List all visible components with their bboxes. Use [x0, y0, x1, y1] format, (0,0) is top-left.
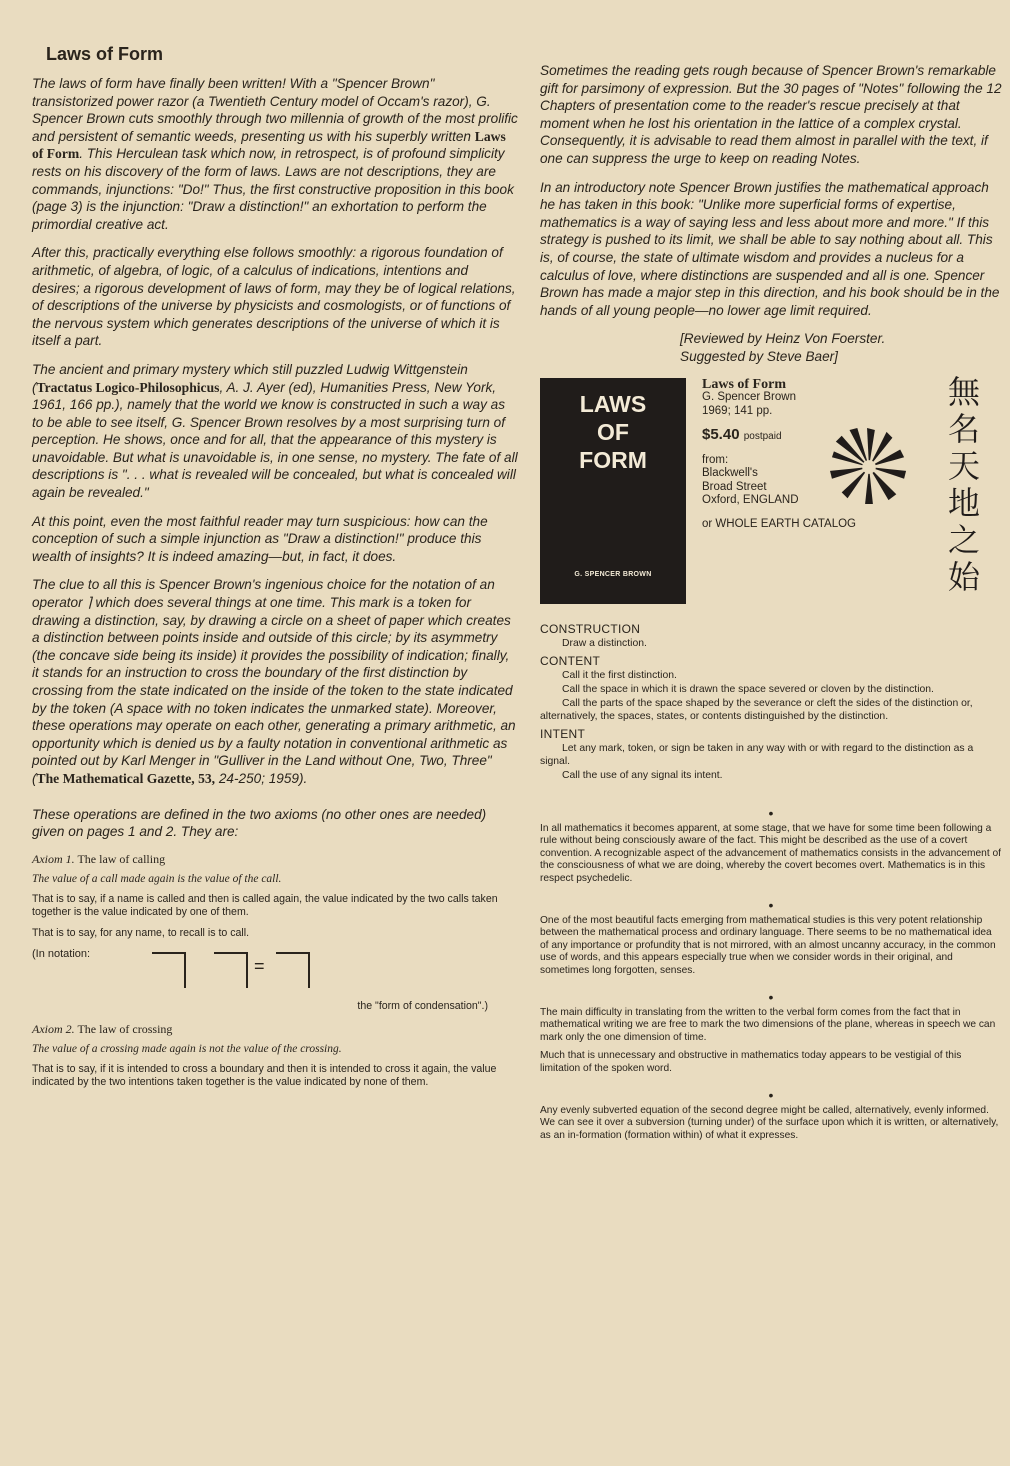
reviewer-line: [Reviewed by Heinz Von Foerster. [680, 331, 886, 347]
axiom-name: The law of calling [77, 851, 166, 866]
book-cover-image [540, 378, 686, 604]
review-paragraph-5 [32, 576, 518, 787]
text-span: 24-250; 1959). [215, 770, 308, 786]
review-paragraph-3 [32, 361, 518, 502]
axiom-2-explanation: That is to say, if it is intended to cross a boundary and then it is intended to cross it again, the value indicated by the two intentions taken together is the value indicated by none of them. [32, 1062, 497, 1088]
axiom-name: The law of crossing [77, 1021, 173, 1036]
axiom-number: Axiom 2. [32, 1021, 75, 1036]
quote-paragraph: In all mathematics it becomes apparent, at some stage, that we have for some time been following a rule without being consciously aware of the fact. This might be described as the use of a covert convention. A recognizable aspect of the advancement of mathematics consists in the advancement of the consciousness of what we are doing, whereby the covert becomes overt. Mathematics is in this respect psychedelic. [540, 822, 1001, 884]
content-text: Call the space in which it is drawn the space severed or cloven by the distinction. [562, 684, 934, 696]
address-line: Broad Street [702, 480, 767, 493]
address-line: Blackwell's [702, 467, 758, 479]
book-listing [540, 372, 1002, 618]
text-span: The clue to all this is Spencer Brown's ingenious choice for the notation of an operator ⌉ which does several things at one time. This mark is a token for drawing a distinction, say, by drawing a circle on a sheet of paper which creates a distinction between points inside and outside of this circle; by its asymmetry (the concave side being its inside) it provides the possibility of indication; finally, it stands for an instruction to cross the boundary of the first distinction by crossing from the state indicated on the inside of the token to the state indicated by the token (A space with no token indicates the unmarked state). Moreover, these operations may operate on each other, generating a primary arithmetic, an opportunity which is denied us by a faulty notation in conventional arithmetic as pointed out by Karl Menger in "Gulliver in the Land without One, Two, Three" ( [32, 577, 516, 786]
text-span: The ancient and primary mystery which still puzzled Ludwig Wittgenstein ( [32, 361, 468, 395]
construction-heading: CONSTRUCTION [540, 621, 641, 636]
axiom-1-explanation: That is to say, if a name is called and then is called again, the value indicated by the two calls taken together is the value indicated by one of them. [32, 892, 498, 918]
sunburst-emblem-icon [830, 428, 908, 506]
quote-paragraph: Much that is unnecessary and obstructive in mathematics today appears to be vestigial of this limitation of the spoken word. [540, 1050, 962, 1074]
kanji-char: 天 [947, 446, 980, 485]
kanji-column [942, 374, 986, 596]
intent-heading: INTENT [540, 727, 586, 742]
reviewer-line: Suggested by Steve Baer] [680, 348, 838, 364]
review-paragraph-1 [32, 75, 518, 233]
axiom-1-rule: The value of a call made again is the value of the call. [32, 872, 282, 885]
intent-text: Let any mark, token, or sign be taken in any way with or with regard to the distinction as a signal. [540, 743, 974, 768]
cross-mark-symbol [276, 952, 310, 988]
cross-mark-symbol [214, 952, 248, 988]
price-value: $5.40 [702, 426, 740, 443]
left-column [32, 44, 518, 1097]
quote-paragraph: One of the most beautiful facts emerging from mathematical studies is this very potent relationship between the mathematical process and ordinary language. There seems to be no mathematical idea of any importance or profundity that is not mirrored, with an almost uncanny accuracy, in the common use of words, and this appears especially true when we consider words in their original, and sometimes long forgotten, senses. [540, 914, 996, 976]
price-note: postpaid [743, 431, 782, 442]
kanji-char: 之 [947, 520, 980, 559]
axiom-2-rule: The value of a crossing made again is not the value of the crossing. [32, 1042, 342, 1055]
kanji-char: 名 [947, 409, 980, 448]
review-paragraph-2: After this, practically everything else follows smoothly: a rigorous foundation of arithmetic, of algebra, of logic, of a calculus of indications, intentions and desires; a rigorous development of laws of form, may they be of logical relations, of descriptions of the universe by physicists and cosmologists, or of functions of the nervous system which generates descriptions of the universe of which it is itself a part. [32, 245, 516, 349]
content-heading: CONTENT [540, 654, 601, 669]
notation-diagram [32, 948, 518, 1000]
journal-title-inline: The Mathematical Gazette, 53, [36, 770, 216, 786]
from-label: from: [702, 453, 729, 466]
bullet-separator: • [768, 1086, 774, 1103]
book-title: Laws of Form [702, 376, 786, 392]
bullet-separator: • [768, 988, 774, 1005]
bullet-separator: • [768, 896, 774, 913]
bullet-separator: • [768, 804, 774, 821]
cover-title-line: LAWS [579, 390, 647, 417]
review-paragraph-7: Sometimes the reading gets rough because of Spencer Brown's remarkable gift for parsimony of expression. But the 30 pages of "Notes" following the 12 Chapters of presentation come to the reader's rescue precisely at that moment when he lost his orientation in the lattice of a complex crystal. Consequently, it is advisable to read them almost in parallel with the text, if one can suppress the urge to keep on reading Notes. [540, 63, 1002, 166]
kanji-char: 始 [947, 557, 980, 596]
notation-label: (In notation: [32, 947, 91, 960]
content-text: Call it the first distinction. [562, 670, 677, 682]
right-column [540, 62, 1002, 1148]
equals-sign: = [254, 955, 265, 976]
axiom-number: Axiom 1. [32, 851, 75, 866]
cover-title-line: OF [597, 418, 629, 445]
reviewer-credit [680, 330, 1002, 365]
review-paragraph-4: At this point, even the most faithful reader may turn suspicious: how can the conception of such a simple injunction as "Draw a distinction!" produce this wealth of insights? It is indeed amazing—but, in fact, it does. [32, 513, 488, 564]
cover-title-line: FORM [579, 446, 647, 473]
quote-paragraph: Any evenly subverted equation of the second degree might be called, alternatively, evenly informed. We can see it over a subversion (turning under) of the surface upon which it is written, or alternatively, as an in-formation (formation within) of what it expresses. [540, 1104, 999, 1141]
book-author: G. Spencer Brown [702, 391, 796, 403]
cross-mark-symbol [152, 952, 186, 988]
content-text: Call the parts of the space shaped by the severance or cleft the sides of the distinction or, alternatively, the spaces, states, or contents distinguished by the distinction. [540, 697, 973, 722]
address-line: Oxford, ENGLAND [702, 494, 799, 506]
axiom-1-heading [32, 852, 518, 867]
axiom-2-heading [32, 1022, 518, 1037]
construction-text: Draw a distinction. [562, 637, 647, 649]
condensation-label: the "form of condensation".) [357, 999, 488, 1012]
review-paragraph-8: In an introductory note Spencer Brown justifies the mathematical approach he has taken in this book: "Unlike more superficial forms of expertise, mathematics is a way of saying less and less about more and more." If this strategy is pushed to its limit, we shall be able to say nothing about all. This is, of course, the state of ultimate wisdom and provides a nucleus for a calculus of love, where distinctions are suspended and all is one. Spencer Brown has made a major step in this direction, and his book should be in the hands of all young people—no lower age limit required. [540, 179, 1000, 318]
book-title-inline: Laws of Form [32, 128, 506, 162]
axiom-1-recall: That is to say, for any name, to recall is to call. [32, 926, 250, 939]
text-span: . This Herculean task which now, in retrospect, is of profound simplicity rests on his discovery of the form of laws. Laws are not descriptions, they are commands, injunctions: "Do!" Thus, the first constructive proposition in this book (page 3) is the injunction: "Draw a distinction!" an exhortation to perform the primordial creative act. [32, 146, 514, 232]
alternate-source: or WHOLE EARTH CATALOG [702, 517, 856, 530]
text-span: , A. J. Ayer (ed), Humanities Press, New York, 1961, 166 pp.), namely that the world we know is constructed in such a way as to be able to see itself, G. Spencer Brown resolves by a most surprising turn of perception. He shows, once and for all, that the appearance of this mystery is unavoidable. But what is unavoidable is, in one sense, no mystery. The fate of all descriptions is ". . . what is revealed will be concealed, but what is concealed will again be revealed." [32, 379, 518, 501]
review-paragraph-6: These operations are defined in the two axioms (no other ones are needed) given on pages 1 and 2. They are: [32, 806, 487, 840]
book-title-inline: Tractatus Logico-Philosophicus [36, 379, 220, 395]
quote-paragraph: The main difficulty in translating from the written to the verbal form comes from the fact that in mathematical writing we are free to mark the two dimensions of the plane, whereas in speech we can mark only the one dimension of time. [540, 1006, 996, 1043]
cover-author: G. SPENCER BROWN [574, 570, 652, 578]
book-year: 1969; 141 pp. [702, 404, 773, 417]
cover-title [540, 390, 686, 474]
intent-text: Call the use of any signal its intent. [562, 770, 723, 782]
kanji-char: 地 [947, 483, 980, 522]
text-span: The laws of form have finally been written! With a "Spencer Brown" transistorized power razor (a Twentieth Century model of Occam's razor), G. Spencer Brown cuts smoothly through two millennia of growth of the most prolific and persistent of semantic weeds, presenting us with his superbly written [32, 76, 518, 144]
kanji-char: 無 [947, 372, 980, 411]
page-title: Laws of Form [46, 44, 164, 64]
